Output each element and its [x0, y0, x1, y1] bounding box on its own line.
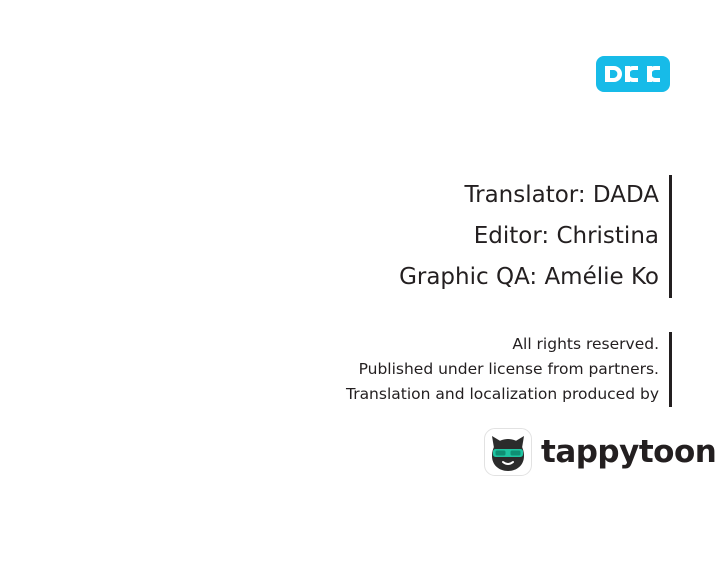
publisher-logo	[596, 56, 670, 92]
tappytoon-cat-icon	[484, 428, 532, 476]
rights-block	[300, 332, 672, 407]
cat-mascot-icon	[485, 429, 531, 475]
credit-editor: Editor: Christina	[473, 223, 659, 249]
credit-translator: Translator: DADA	[464, 182, 659, 208]
rights-line-1: All rights reserved.	[512, 335, 659, 353]
tappytoon-wordmark: tappytoon	[541, 433, 717, 470]
credits-block	[300, 175, 672, 298]
rights-line-2: Published under license from partners.	[358, 360, 659, 378]
dcc-logo-icon	[603, 63, 663, 85]
credit-graphic-qa: Graphic QA: Amélie Ko	[399, 264, 659, 290]
tappytoon-brand	[484, 428, 716, 476]
rights-line-3: Translation and localization produced by	[346, 385, 659, 403]
